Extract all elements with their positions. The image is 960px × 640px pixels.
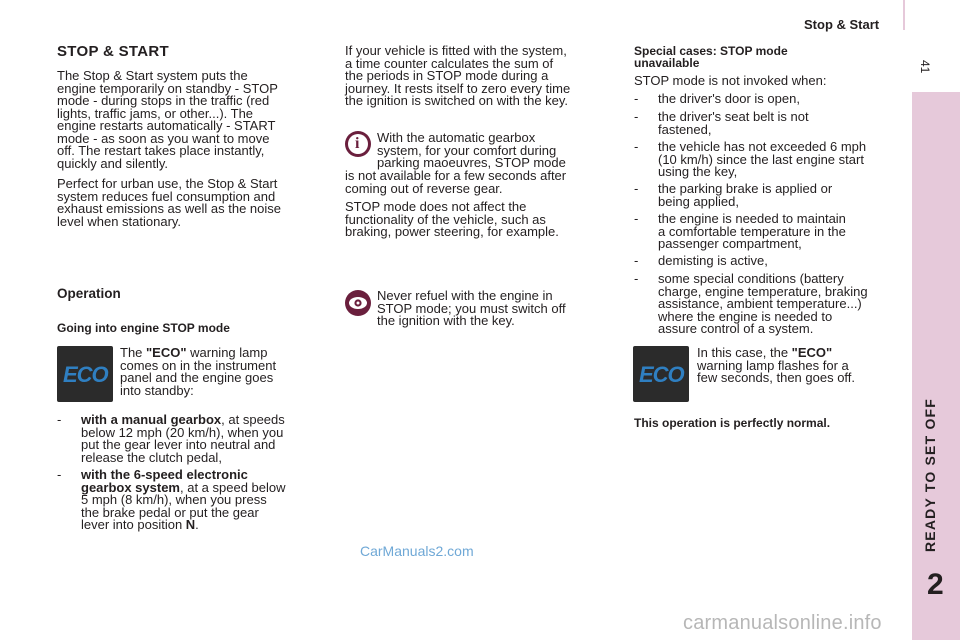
text-line: system, for your comfort during [377, 142, 557, 158]
watermark-carmanuals2: CarManuals2.com [360, 543, 474, 559]
manual-gearbox-item [57, 414, 332, 464]
text-line: few seconds, then goes off. [697, 370, 856, 385]
text-line: charge, engine temperature, braking [658, 283, 868, 299]
no-affect-paragraph [345, 201, 620, 239]
text-line: level when stationary. [57, 213, 182, 229]
text-line: braking, power steering, for example. [345, 224, 559, 239]
eco-warning-lamp-icon [633, 346, 689, 402]
list-item [634, 141, 904, 183]
text-line: put the gear lever into neutral and [81, 437, 276, 452]
text-run: lever into position [81, 517, 186, 532]
text-line: the ignition is switched on with the key. [345, 93, 569, 108]
text-line: into standby: [120, 382, 194, 398]
text-line: comes on in the instrument [120, 357, 277, 373]
text-line: assistance, ambient temperature...) [658, 296, 862, 311]
text-line: 5 mph (8 km/h), when you press [81, 492, 267, 507]
time-counter-paragraph [345, 45, 620, 108]
list-item [634, 111, 904, 141]
eco-lamp-label: ECO [63, 362, 108, 387]
page-header-title: Stop & Start [804, 17, 880, 32]
text-line: system reduces fuel consumption and [57, 188, 276, 204]
section-title: READY TO SET OFF [922, 397, 938, 552]
text-line: STOP mode does not affect the [345, 199, 527, 214]
text-line: mode - as soon as you want to move [57, 130, 270, 146]
text-line: the driver's door is open, [658, 91, 800, 106]
eco-quote: "ECO" [146, 345, 187, 360]
text-run: . [195, 517, 199, 532]
text-line: With the automatic gearbox [377, 130, 536, 145]
text-line: Never refuel with the engine in [377, 288, 553, 303]
text-line: engine temporarily on standby - STOP [57, 80, 278, 96]
heading-line: unavailable [634, 56, 700, 70]
text-line: Perfect for urban use, the Stop & Start [57, 176, 278, 191]
text-line: off. The restart takes place instantly, [57, 143, 265, 158]
eye-warning-icon [345, 290, 371, 316]
perfect-paragraph [57, 178, 332, 228]
going-stop-heading: Going into engine STOP mode [57, 321, 230, 335]
text-line: parking maoeuvres, STOP mode [377, 155, 566, 170]
text-line: mode - during stops in the traffic (red [57, 93, 270, 108]
text-line: engine restarts automatically - START [57, 118, 276, 133]
bullet-dash: - [57, 467, 62, 482]
normal-operation-note: This operation is perfectly normal. [634, 416, 831, 430]
automatic-gearbox-note [377, 132, 617, 170]
text-line: a time counter calculates the sum of [345, 55, 554, 71]
eco-warning-lamp-icon [57, 346, 113, 402]
chapter-sidebar [912, 92, 960, 640]
text-line: below 12 mph (20 km/h), when you [81, 424, 284, 440]
text-line: the brake pedal or put the gear [81, 504, 259, 520]
bullet-dash: - [634, 271, 639, 286]
text-line: the periods in STOP mode during a [345, 68, 549, 83]
refuel-warning [377, 290, 617, 328]
text-line: panel and the engine goes [120, 370, 274, 385]
text-line: functionality of the vehicle, such as [345, 211, 546, 227]
eco-lamp-label: ECO [639, 362, 684, 387]
text-line: assure control of a system. [658, 321, 814, 336]
text-line: some special conditions (battery [658, 271, 844, 286]
text-run: In this case, the [697, 345, 792, 360]
text-line: fastened, [658, 121, 712, 137]
text-line: the ignition with the key. [377, 313, 515, 328]
text-line: the parking brake is applied or [658, 181, 833, 196]
stop-start-title: STOP & START [57, 43, 169, 60]
text-line: release the clutch pedal, [81, 449, 222, 465]
bullet-dash: - [634, 139, 639, 154]
special-cases-heading [634, 45, 894, 69]
operation-heading: Operation [57, 286, 121, 301]
text-line: coming out of reverse gear. [345, 180, 503, 196]
list-item [634, 183, 904, 213]
text-line: is not available for a few seconds after [345, 168, 567, 183]
text-line: If your vehicle is fitted with the system, [345, 43, 567, 58]
text-line: a comfortable temperature in the [658, 223, 846, 239]
eco-lamp-paragraph [120, 347, 330, 397]
watermark-carmanualsonline: carmanualsonline.info [683, 612, 882, 634]
bold-run: gearbox system [81, 479, 180, 495]
page-number: 41 [918, 60, 932, 74]
text-line: passenger compartment, [658, 236, 802, 251]
bold-run: with a manual gearbox [81, 412, 222, 427]
text-line: the driver's seat belt is not [658, 109, 809, 124]
eco-quote: "ECO" [791, 345, 833, 360]
header-divider [903, 0, 905, 30]
text-run: The [120, 345, 147, 360]
text-line: (10 km/h) since the last engine start [658, 151, 864, 167]
list-item [634, 273, 904, 337]
not-invoked-text: STOP mode is not invoked when: [634, 73, 827, 88]
text-line: STOP mode; you must switch off [377, 300, 566, 316]
text-line: being applied, [658, 193, 739, 209]
text-line: the vehicle has not exceeded 6 mph [658, 139, 867, 154]
text-run: warning lamp [186, 345, 268, 360]
text-line: the engine is needed to maintain [658, 211, 846, 226]
conditions-list [634, 93, 904, 337]
bullet-dash: - [57, 412, 62, 427]
chapter-number: 2 [927, 568, 944, 601]
text-line: using the key, [658, 164, 738, 179]
list-item [634, 213, 904, 255]
bullet-dash: - [634, 181, 639, 196]
gear-position-n: N [185, 517, 196, 532]
text-line: demisting is active, [658, 253, 768, 268]
info-icon: i [345, 131, 371, 157]
text-run: , at a speed below [180, 479, 286, 495]
text-line: exhaust emissions as well as the noise [57, 201, 282, 216]
bullet-dash: - [634, 91, 639, 106]
intro-paragraph [57, 70, 332, 170]
text-line: lights, traffic jams, or other...). The [57, 105, 254, 121]
bullet-dash: - [634, 253, 639, 268]
bold-run: with the 6-speed electronic [81, 467, 248, 482]
bullet-dash: - [634, 211, 639, 226]
bullet-dash: - [634, 109, 639, 124]
text-line: warning lamp flashes for a [697, 357, 849, 373]
electronic-gearbox-item [57, 469, 332, 532]
text-line: The Stop & Start system puts the [57, 68, 248, 83]
automatic-gearbox-note-cont [345, 170, 620, 195]
text-line: journey. It rests itself to zero every time [345, 80, 571, 96]
text-line: quickly and silently. [57, 155, 169, 171]
eco-flash-paragraph [697, 347, 902, 385]
text-run: , at speeds [221, 412, 285, 427]
heading-line: Special cases: STOP mode [634, 44, 788, 58]
text-line: where the engine is needed to [658, 308, 833, 324]
